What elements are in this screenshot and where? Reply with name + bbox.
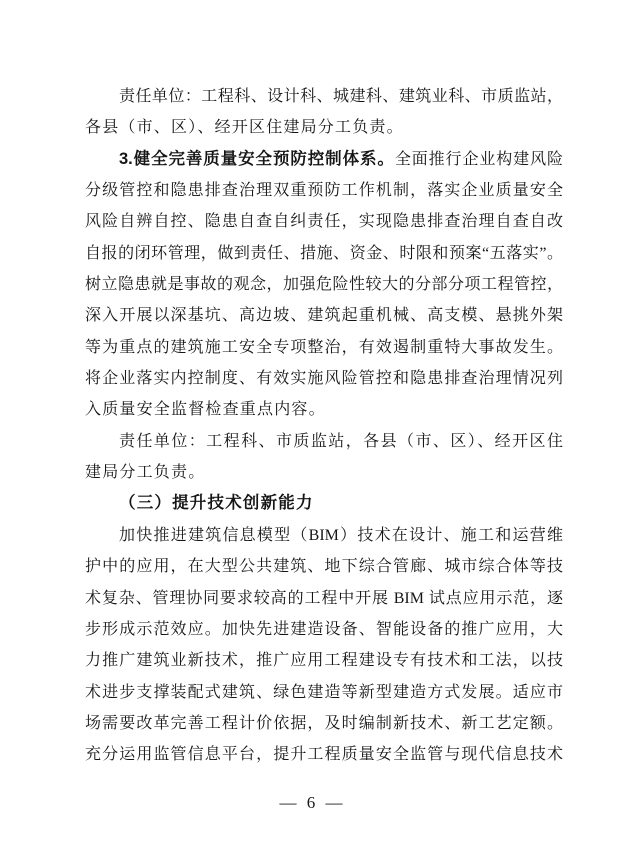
text-line <box>85 332 563 363</box>
text-line <box>85 677 563 708</box>
text-line <box>85 708 563 739</box>
page-footer <box>0 792 625 814</box>
text-run: 步形成示范效应。加快先进建造设备、智能设备的推广应用，大 <box>85 620 563 638</box>
text-line <box>85 206 563 237</box>
text-run: 树立隐患就是事故的观念，加强危险性较大的分部分项工程管控， <box>85 276 563 294</box>
bold-text-run: （三）提升技术创新能力 <box>119 494 314 513</box>
text-run: 术复杂、管理协同要求较高的工程中开展 BIM 试点应用示范，逐 <box>85 589 563 607</box>
text-line <box>85 81 563 112</box>
text-line <box>85 739 563 770</box>
text-run: 责任单位：工程科、设计科、城建科、建筑业科、市质监站， <box>119 88 563 105</box>
text-line <box>85 238 563 269</box>
text-line <box>85 488 563 519</box>
text-line <box>85 269 563 300</box>
text-run: 入质量安全监督检查重点内容。 <box>85 401 326 419</box>
page-number: — 6 — <box>279 793 346 812</box>
text-run: 充分运用监管信息平台，提升工程质量安全监管与现代信息技术 <box>85 746 563 764</box>
bold-text-run: 3.健全完善质量安全预防控制体系。 <box>119 149 395 168</box>
document-body <box>85 81 563 771</box>
text-run: 责任单位：工程科、市质监站，各县（市、区）、经开区住 <box>119 432 563 450</box>
text-run: 护中的应用，在大型公共建筑、地下综合管廊、城市综合体等技 <box>85 558 563 576</box>
text-line <box>85 363 563 394</box>
text-line <box>85 426 563 457</box>
text-run: 分级管控和隐患排查治理双重预防工作机制，落实企业质量安全 <box>85 182 563 200</box>
text-run: 术进步支撑装配式建筑、绿色建造等新型建造方式发展。适应市 <box>85 683 563 701</box>
text-line <box>85 457 563 488</box>
text-line <box>85 520 563 551</box>
text-line <box>85 144 563 175</box>
text-line <box>85 112 563 143</box>
text-run: 力推广建筑业新技术，推广应用工程建设专有技术和工法，以技 <box>85 652 563 670</box>
text-run: 建局分工负责。 <box>85 464 206 482</box>
text-line <box>85 583 563 614</box>
text-line <box>85 645 563 676</box>
text-run: 场需要改革完善工程计价依据，及时编制新技术、新工艺定额。 <box>85 714 563 732</box>
text-line <box>85 175 563 206</box>
text-line <box>85 300 563 331</box>
text-run: 加快推进建筑信息模型（BIM）技术在设计、施工和运营维 <box>119 526 563 544</box>
text-line <box>85 394 563 425</box>
text-line <box>85 614 563 645</box>
text-run: 风险自辨自控、隐患自查自纠责任，实现隐患排查治理自查自改 <box>85 213 563 231</box>
text-run: 将企业落实内控制度、有效实施风险管控和隐患排查治理情况列 <box>85 370 563 388</box>
text-run: 自报的闭环管理，做到责任、措施、资金、时限和预案“五落实”。 <box>85 244 563 262</box>
text-run: 各县（市、区）、经开区住建局分工负责。 <box>85 119 404 137</box>
text-run: 深入开展以深基坑、高边坡、建筑起重机械、高支模、悬挑外架 <box>85 307 563 325</box>
text-line <box>85 551 563 582</box>
text-run: 全面推行企业构建风险 <box>394 150 563 168</box>
text-run: 等为重点的建筑施工安全专项整治，有效遏制重特大事故发生。 <box>85 338 563 356</box>
